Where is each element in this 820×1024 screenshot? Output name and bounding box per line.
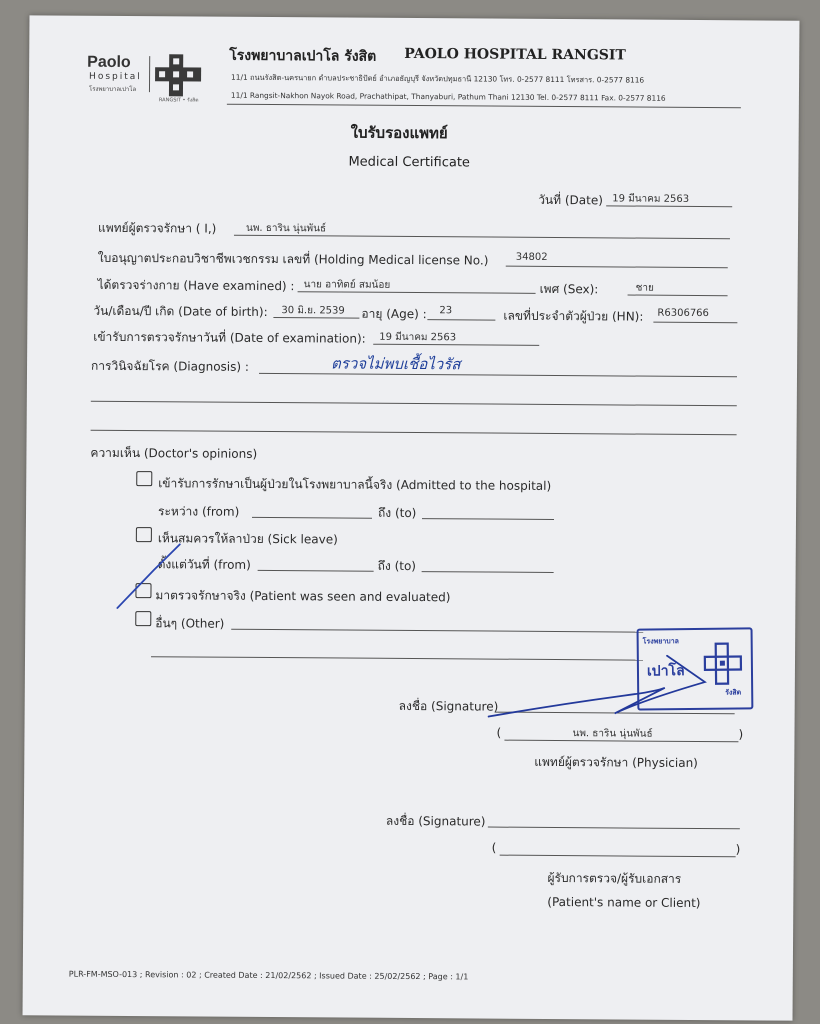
signature1-label: ลงชื่อ (Signature) [398, 698, 499, 714]
stamp-bottom: รังสิต [725, 688, 742, 697]
patient-seen-label: มาตรวจรักษาจริง (Patient was seen and evaluated) [155, 588, 451, 605]
exam-date-label: เข้ารับการตรวจรักษาวันที่ (Date of examination): [93, 329, 366, 346]
signature1-close-paren: ) [738, 727, 744, 742]
sick-leave-label: เห็นสมควรให้ลาป่วย (Sick leave) [157, 531, 338, 547]
admitted-label: เข้ารับการรักษาเป็นผู้ป่วยในโรงพยาบาลนี้จริง (Admitted to the hospital) [158, 476, 552, 493]
sick-leave-checkbox[interactable] [136, 527, 152, 542]
age-value: 23 [439, 305, 453, 317]
admitted-to-line [422, 518, 554, 520]
exam-date-value: 19 มีนาคม 2563 [379, 331, 457, 344]
age-line [427, 319, 495, 320]
signature2-role-en: (Patient's name or Client) [547, 894, 701, 911]
other-label: อื่นๆ (Other) [155, 616, 225, 631]
date-value: 19 มีนาคม 2563 [612, 193, 690, 205]
signature2-label: ลงชื่อ (Signature) [385, 813, 486, 829]
sick-leave-from-label: ตั้งแต่วันที่ (from) [157, 557, 251, 572]
sick-leave-to-label: ถึง (to) [377, 558, 417, 574]
signature2-close-paren: ) [735, 842, 741, 857]
license-line [506, 266, 728, 269]
stamp-middle: เปาโล [646, 663, 685, 680]
hospital-name-en: PAOLO HOSPITAL RANGSIT [404, 45, 626, 64]
hn-label: เลขที่ประจำตัวผู้ป่วย (HN): [503, 308, 644, 324]
physician-signature-icon [485, 647, 726, 729]
diagnosis-line-3 [91, 430, 737, 436]
signature1-name: นพ. ธาริน นุ่นพันธ์ [572, 728, 653, 740]
checkmark-icon [113, 542, 183, 612]
hn-line [653, 322, 737, 324]
signature2-role-th: ผู้รับการตรวจ/ผู้รับเอกสาร [547, 870, 682, 886]
signature2-line [488, 827, 740, 830]
age-label: อายุ (Age) : [361, 306, 427, 322]
doctor-value: นพ. ธาริน นุ่นพันธ์ [245, 222, 327, 235]
examined-label: ได้ตรวจร่างกาย (Have examined) : [97, 277, 295, 294]
admitted-checkbox[interactable] [136, 471, 152, 486]
signature2-open-paren: ( [491, 840, 497, 855]
logo-sub: Hospital [89, 71, 142, 83]
other-checkbox[interactable] [135, 611, 151, 626]
license-label: ใบอนุญาตประกอบวิชาชีพเวชกรรม เลขที่ (Holding Medical license No.) [97, 250, 489, 268]
hn-value: R6306766 [657, 307, 709, 320]
logo-divider [149, 56, 150, 92]
admitted-from-label: ระหว่าง (from) [157, 504, 240, 519]
sick-leave-from-line [258, 570, 374, 572]
address-en: 11/1 Rangsit-Nakhon Nayok Road, Prachathipat, Thanyaburi, Pathum Thani 12130 Tel. 0-2577 8111 Fax. 0-2577 8116 [230, 90, 666, 103]
sick-leave-to-line [422, 571, 554, 573]
date-label: วันที่ (Date) [538, 192, 603, 208]
admitted-to-label: ถึง (to) [377, 505, 417, 521]
logo-branch: RANGSIT • รังสิต [158, 97, 199, 104]
stamp-top: โรงพยาบาล [642, 637, 679, 646]
signature1-open-paren: ( [496, 725, 502, 740]
diagnosis-value: ตรวจไม่พบเชื้อไวรัส [331, 354, 461, 374]
admitted-from-line [252, 517, 372, 519]
sex-value: ชาย [635, 282, 654, 294]
address-th: 11/1 ถนนรังสิต-นครนายก ตำบลประชาธิปัตย์ อำเภอธัญบุรี จังหวัดปทุมธานี 12130 โทร. 0-2577 8111 โทรสาร. 0-2577 8116 [231, 72, 645, 85]
form-footer: PLR-FM-MSO-013 ; Revision : 02 ; Created Date : 21/02/2562 ; Issued Date : 25/02/2562 ; Page : 1/1 [68, 969, 469, 982]
sex-label: เพศ (Sex): [539, 281, 599, 297]
opinions-heading: ความเห็น (Doctor's opinions) [90, 445, 258, 461]
dob-label: วัน/เดือน/ปี เกิด (Date of birth): [93, 303, 268, 319]
license-value: 34802 [515, 251, 548, 263]
hospital-cross-icon [153, 52, 205, 98]
title-th: ใบรับรองแพทย์ [350, 123, 448, 143]
certificate-paper [23, 15, 800, 1020]
signature2-name-line [500, 855, 736, 858]
header-rule [227, 104, 741, 109]
logo-name: Paolo [87, 53, 131, 72]
title-en: Medical Certificate [348, 154, 471, 171]
dob-value: 30 มิ.ย. 2539 [281, 305, 345, 317]
hospital-name-th: โรงพยาบาลเปาโล รังสิต [229, 47, 377, 65]
signature1-role: แพทย์ผู้ตรวจรักษา (Physician) [534, 754, 698, 771]
diagnosis-line-2 [91, 401, 737, 407]
diagnosis-label: การวินิจฉัยโรค (Diagnosis) : [91, 358, 250, 374]
doctor-label: แพทย์ผู้ตรวจรักษา ( I,) [97, 220, 217, 236]
logo-tiny: โรงพยาบาลเปาโล [88, 85, 137, 94]
examined-value: นาย อาทิตย์ สมน้อย [303, 279, 391, 291]
other-line-1 [231, 629, 643, 633]
